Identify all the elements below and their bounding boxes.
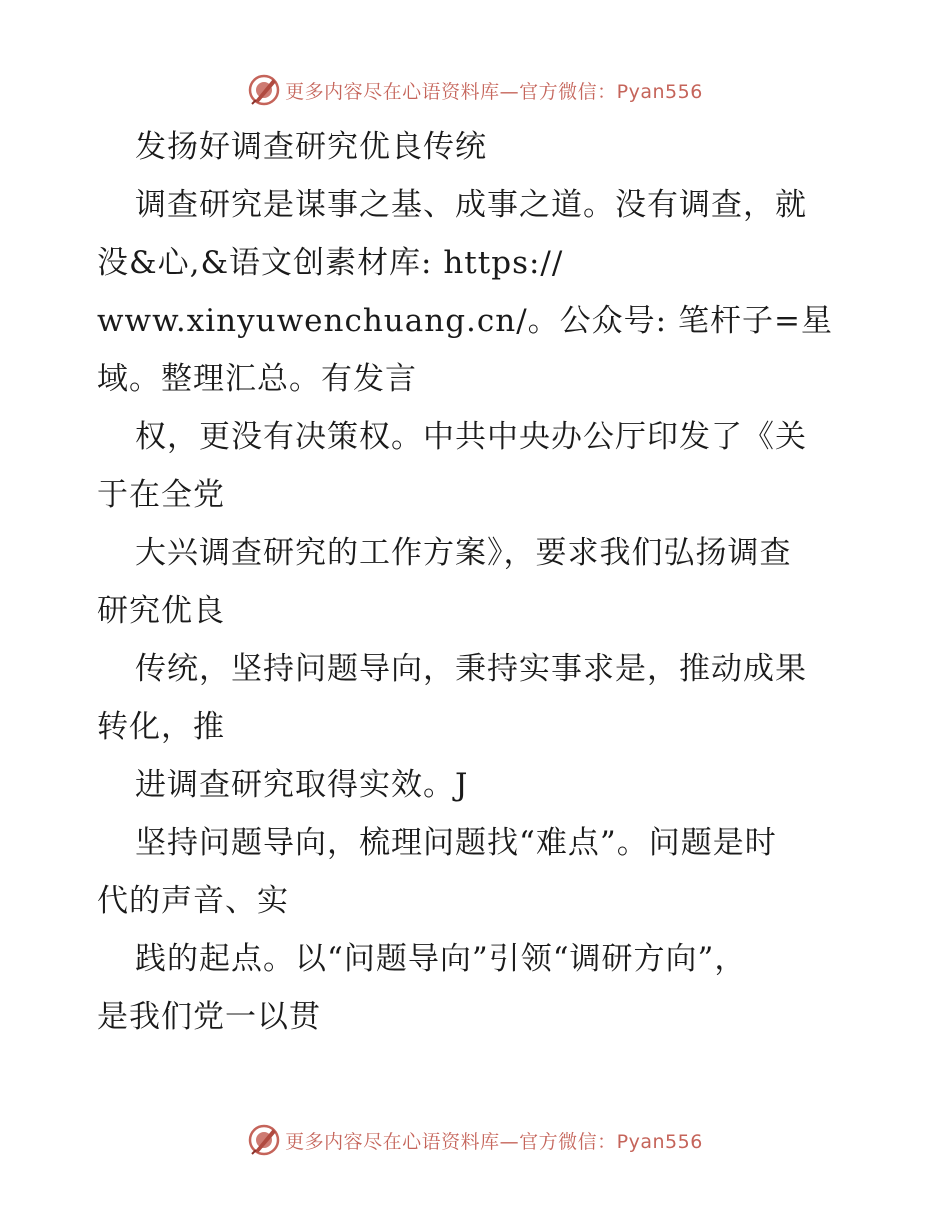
text-line: 是我们党一以贯 (97, 999, 321, 1035)
text-line: 传统，坚持问题导向，秉持实事求是，推动成果 (135, 651, 807, 687)
text-line: 进调查研究取得实效。J (135, 767, 469, 803)
footer-text: 更多内容尽在心语资料库—官方微信：Pyan556 (285, 1130, 703, 1153)
quill-circle-logo-icon (247, 73, 281, 107)
text-line: 调查研究是谋事之基、成事之道。没有调查，就 (135, 187, 807, 223)
text-line: 代的声音、实 (97, 883, 289, 919)
text-line: www.xinyuwenchuang.cn/。公众号: 笔杆子=星 (97, 303, 833, 339)
header-banner (0, 70, 950, 110)
header-text: 更多内容尽在心语资料库—官方微信：Pyan556 (285, 80, 703, 103)
text-line: 域。整理汇总。有发言 (97, 361, 417, 397)
text-line: 大兴调查研究的工作方案》，要求我们弘扬调查 (135, 535, 792, 571)
document-title: 发扬好调查研究优良传统 (135, 129, 487, 165)
text-line: 转化，推 (97, 709, 225, 745)
text-line: 研究优良 (97, 593, 225, 629)
document-body (97, 118, 857, 1046)
text-line: 践的起点。以“问题导向”引领“调研方向”， (135, 941, 747, 977)
text-line: 权，更没有决策权。中共中央办公厅印发了《关 (135, 419, 807, 455)
footer-banner (0, 1120, 950, 1160)
text-line: 没&心,&语文创素材库: https:// (97, 245, 564, 281)
quill-circle-logo-icon (247, 1123, 281, 1157)
text-line: 坚持问题导向，梳理问题找“难点”。问题是时 (135, 825, 777, 861)
text-line: 于在全党 (97, 477, 225, 513)
